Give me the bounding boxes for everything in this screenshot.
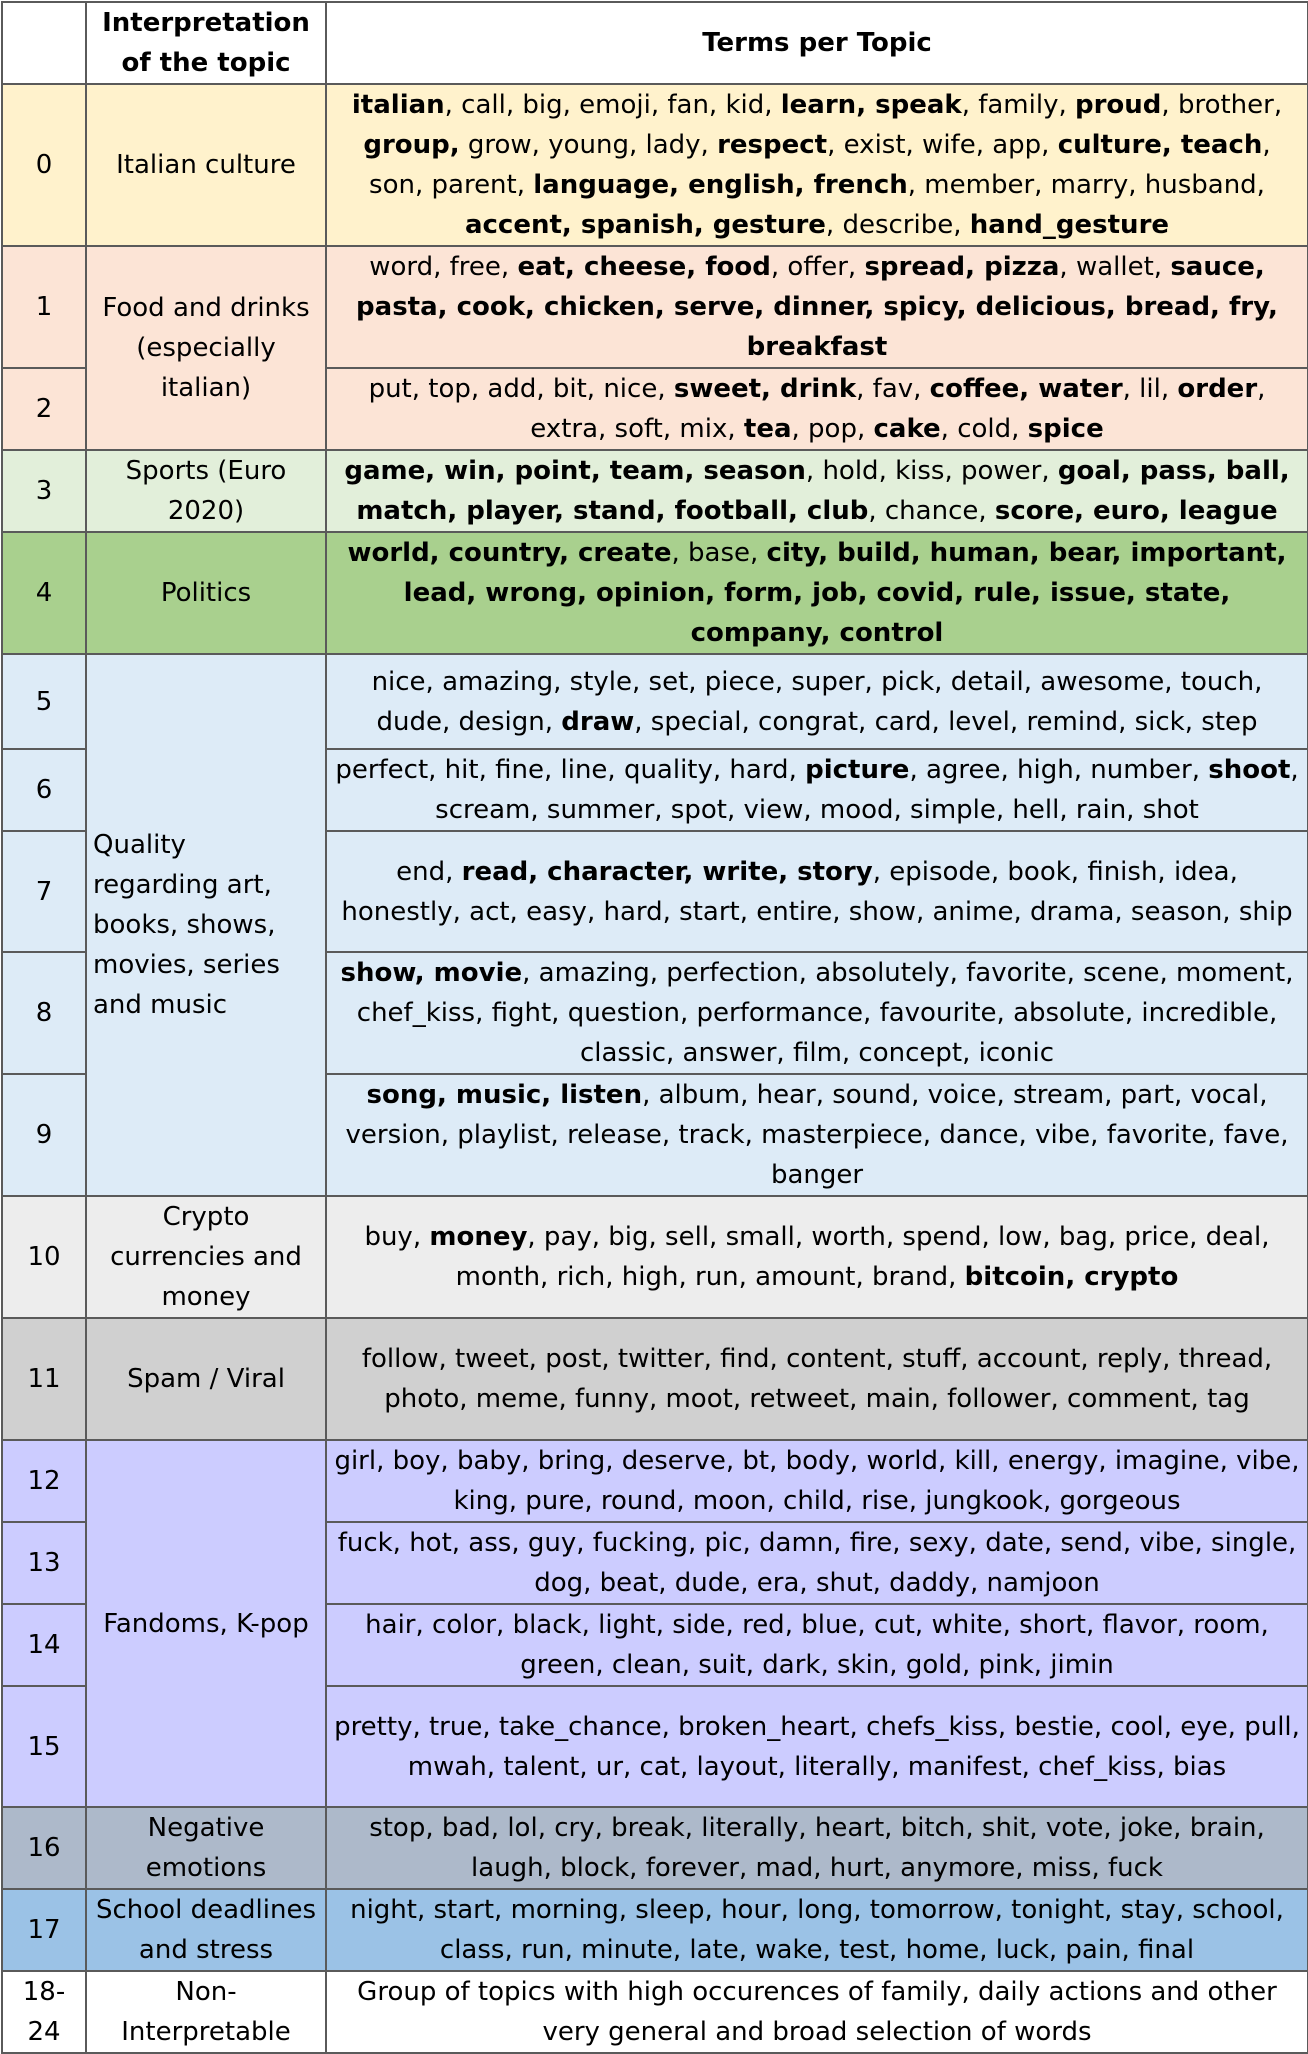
topic-terms — [326, 1889, 1308, 1971]
topic-interpretation: Quality regarding art, books, shows, movies, series and music — [86, 654, 326, 1196]
term-bold: score, euro, league — [994, 496, 1278, 526]
term-bold: accent, spanish, gesture — [464, 210, 826, 240]
term-text: , extra, soft, mix, — [530, 374, 1266, 444]
term-text: , cold, — [940, 414, 1028, 444]
topic-terms — [326, 1196, 1308, 1318]
term-text: , brother, — [1161, 90, 1283, 120]
topic-terms — [326, 1807, 1308, 1889]
topic-terms — [326, 84, 1308, 246]
table-body — [2, 84, 1308, 2053]
term-text: , scream, summer, spot, view, mood, simple, hell, rain, shot — [435, 755, 1299, 825]
term-bold: money — [429, 1222, 528, 1252]
term-text: end, — [396, 856, 462, 887]
topic-terms — [326, 1440, 1308, 1522]
term-text: put, top, add, bit, nice, — [368, 374, 674, 404]
topic-index: 16 — [2, 1807, 86, 1889]
term-text: , wallet, — [1059, 252, 1171, 282]
table-row — [2, 1318, 1308, 1440]
term-bold: spice — [1027, 414, 1104, 444]
term-text: , pop, — [791, 414, 874, 444]
term-bold: eat, cheese, food — [517, 252, 771, 282]
term-text: buy, — [364, 1222, 430, 1252]
term-bold: respect — [717, 130, 828, 160]
topic-index: 10 — [2, 1196, 86, 1318]
term-text: , agree, high, number, — [909, 755, 1209, 785]
term-text: follow, tweet, post, twitter, find, content, stuff, account, reply, thread, photo, meme, funny, moot, retweet, main, follower, comment, tag — [361, 1344, 1273, 1414]
topic-terms — [326, 532, 1308, 654]
term-text: , member, marry, husband, — [907, 170, 1265, 200]
table-row — [2, 1889, 1308, 1971]
term-text: pretty, true, take_chance, broken_heart, chefs_kiss, bestie, cool, eye, pull, mwah, talent, ur, cat, layout, literally, manifest, chef_kiss, bias — [334, 1711, 1300, 1782]
term-text: , exist, wife, app, — [827, 130, 1058, 160]
table-row — [2, 1971, 1308, 2053]
table-row — [2, 450, 1308, 532]
term-bold: hand_gesture — [969, 210, 1170, 240]
topic-interpretation: Sports (Euro 2020) — [86, 450, 326, 532]
term-text: , son, parent, — [369, 130, 1271, 200]
term-bold: language, english, french — [533, 170, 908, 200]
term-bold: song, music, listen — [366, 1080, 643, 1110]
term-text: , describe, — [825, 210, 970, 240]
topic-terms — [326, 1971, 1308, 2053]
term-text: word, free, — [369, 252, 518, 282]
term-text: , fav, — [856, 374, 930, 404]
term-bold: picture — [805, 755, 910, 785]
term-text: fuck, hot, ass, guy, fucking, pic, damn, fire, sexy, date, send, vibe, single, dog, beat, dude, era, shut, daddy, namjoon — [337, 1528, 1297, 1598]
term-bold: learn, speak — [780, 90, 962, 120]
topic-index: 8 — [2, 952, 86, 1074]
term-text: , pay, big, sell, small, worth, spend, low, bag, price, deal, month, rich, high, run, amount, brand, — [455, 1222, 1270, 1292]
term-bold: group, — [363, 130, 460, 160]
topic-terms — [326, 1318, 1308, 1440]
topic-terms — [326, 1686, 1308, 1807]
table-row — [2, 84, 1308, 246]
topic-index: 1 — [2, 246, 86, 368]
term-bold: sauce, pasta, cook, chicken, serve, dinner, spicy, delicious, bread, fry, breakfast — [356, 252, 1278, 362]
term-text: , family, — [961, 90, 1075, 120]
topic-index: 2 — [2, 368, 86, 450]
topic-interpretation: Crypto currencies and money — [86, 1196, 326, 1318]
topic-terms — [326, 1604, 1308, 1686]
topic-index: 13 — [2, 1522, 86, 1604]
term-bold: read, character, write, story — [461, 856, 873, 887]
term-text: , call, big, emoji, fan, kid, — [444, 90, 781, 120]
topic-index: 14 — [2, 1604, 86, 1686]
topic-index: 7 — [2, 831, 86, 952]
topic-index: 0 — [2, 84, 86, 246]
term-text: , offer, — [770, 252, 865, 282]
term-bold: coffee, water — [929, 374, 1123, 404]
topic-terms — [326, 749, 1308, 831]
header-row — [2, 2, 1308, 84]
topic-terms — [326, 450, 1308, 532]
term-text: , chance, — [868, 496, 995, 526]
topic-index: 6 — [2, 749, 86, 831]
term-bold: world, country, create — [347, 538, 672, 568]
topic-terms — [326, 654, 1308, 749]
topic-terms — [326, 952, 1308, 1074]
term-text: nice, amazing, style, set, piece, super, pick, detail, awesome, touch, dude, design, — [371, 666, 1263, 737]
topic-interpretation: Politics — [86, 532, 326, 654]
topic-terms — [326, 831, 1308, 952]
topic-interpretation: Spam / Viral — [86, 1318, 326, 1440]
term-text: , special, congrat, card, level, remind, sick, step — [634, 706, 1258, 737]
topic-index: 5 — [2, 654, 86, 749]
term-text: hair, color, black, light, side, red, blue, cut, white, short, flavor, room, green, clean, suit, dark, skin, gold, pink, jimin — [365, 1610, 1269, 1680]
term-text: girl, boy, baby, bring, deserve, bt, body, world, kill, energy, imagine, vibe, king, pure, round, moon, child, rise, jungkook, gorgeous — [334, 1446, 1300, 1516]
table-row — [2, 532, 1308, 654]
term-bold: italian — [351, 90, 445, 120]
term-bold: proud — [1075, 90, 1162, 120]
topic-terms — [326, 368, 1308, 450]
term-bold: spread, pizza — [864, 252, 1060, 282]
topic-interpretation: Food and drinks (especially italian) — [86, 246, 326, 450]
header-index — [2, 2, 86, 84]
header-terms: Terms per Topic — [326, 2, 1308, 84]
term-text: perfect, hit, fine, line, quality, hard, — [335, 755, 806, 785]
table-row — [2, 1807, 1308, 1889]
topic-terms — [326, 1074, 1308, 1196]
topic-index: 18-24 — [2, 1971, 86, 2053]
topic-index: 3 — [2, 450, 86, 532]
term-bold: draw — [561, 706, 635, 737]
topic-index: 9 — [2, 1074, 86, 1196]
term-text: , base, — [671, 538, 767, 568]
term-text: , lil, — [1122, 374, 1178, 404]
term-text: , episode, book, finish, idea, honestly, act, easy, hard, start, entire, show, anime, drama, season, ship — [341, 856, 1293, 927]
term-bold: cake — [873, 414, 941, 444]
term-text: , amazing, perfection, absolutely, favorite, scene, moment, chef_kiss, fight, question, performance, favourite, absolute, incredible, classic, answer, film, concept, iconic — [356, 958, 1294, 1068]
term-text: grow, young, lady, — [459, 130, 718, 160]
topic-terms — [326, 1522, 1308, 1604]
table-row — [2, 654, 1308, 749]
term-bold: order — [1177, 374, 1258, 404]
term-text: stop, bad, lol, cry, break, literally, heart, bitch, shit, vote, joke, brain, laugh, block, forever, mad, hurt, anymore, miss, fuck — [369, 1813, 1265, 1883]
term-text: Group of topics with high occurences of family, daily actions and other very general and broad selection of words — [357, 1977, 1277, 2047]
term-bold: culture, teach — [1057, 130, 1263, 160]
term-bold: bitcoin, crypto — [964, 1262, 1179, 1292]
topic-interpretation: Fandoms, K-pop — [86, 1440, 326, 1807]
term-text: night, start, morning, sleep, hour, long, tomorrow, tonight, stay, school, class, run, minute, late, wake, test, home, luck, pain, final — [350, 1895, 1284, 1965]
header-interpretation: Interpretation of the topic — [86, 2, 326, 84]
term-text: , hold, kiss, power, — [805, 456, 1058, 486]
topic-terms — [326, 246, 1308, 368]
table-row — [2, 1440, 1308, 1522]
table-row — [2, 246, 1308, 368]
topic-index: 15 — [2, 1686, 86, 1807]
term-bold: show, movie — [340, 958, 523, 988]
topic-index: 4 — [2, 532, 86, 654]
topic-interpretation: Negative emotions — [86, 1807, 326, 1889]
topic-interpretation: School deadlines and stress — [86, 1889, 326, 1971]
topic-table — [1, 1, 1308, 2054]
term-bold: shoot — [1208, 755, 1291, 785]
table-header — [2, 2, 1308, 84]
topic-interpretation: Non-Interpretable — [86, 1971, 326, 2053]
term-bold: goal, pass, ball, match, player, stand, football, club — [356, 456, 1290, 526]
topic-interpretation: Italian culture — [86, 84, 326, 246]
topic-index: 11 — [2, 1318, 86, 1440]
term-bold: sweet, drink — [673, 374, 857, 404]
term-bold: tea — [743, 414, 792, 444]
topic-index: 17 — [2, 1889, 86, 1971]
term-bold: game, win, point, team, season — [344, 456, 806, 486]
term-text: , album, hear, sound, voice, stream, part, vocal, version, playlist, release, track, masterpiece, dance, vibe, favorite, fave, banger — [345, 1080, 1289, 1190]
term-bold: city, build, human, bear, important, lead, wrong, opinion, form, job, covid, rule, issue, state, company, control — [403, 538, 1287, 648]
table-row — [2, 1196, 1308, 1318]
topic-index: 12 — [2, 1440, 86, 1522]
